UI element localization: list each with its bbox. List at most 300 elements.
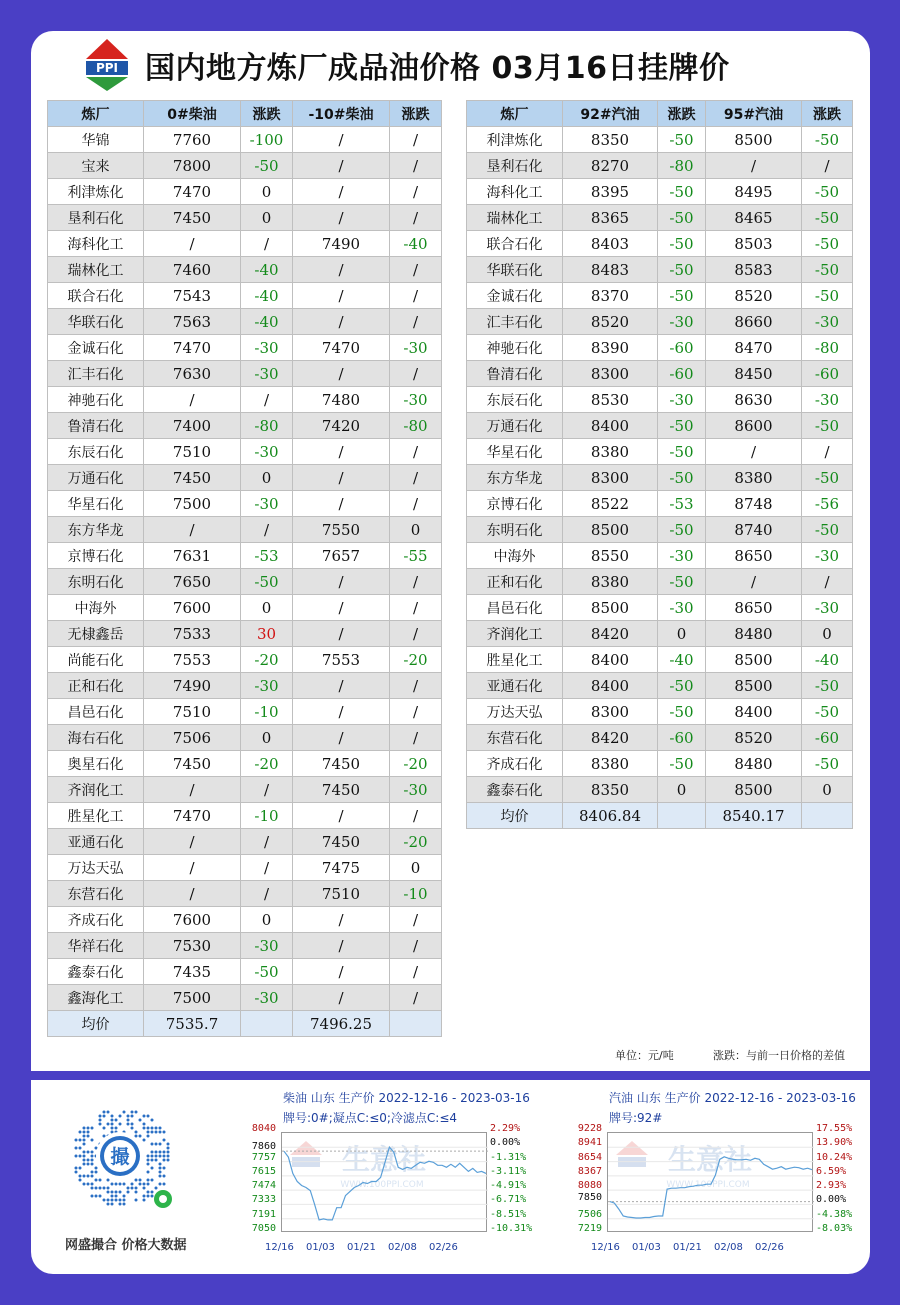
diesel-table-row (48, 205, 442, 231)
x-axis-tick-label: 02/08 (388, 1242, 417, 1253)
price-change: / (390, 725, 442, 751)
diesel-table-row (48, 491, 442, 517)
price-change: 0 (241, 907, 293, 933)
refinery-name: 利津炼化 (467, 127, 563, 153)
price-value: 8483 (563, 257, 658, 283)
watermark-url: WWW.100PPI.COM (340, 1180, 424, 1190)
y-axis-tick-label-right: -8.03% (816, 1223, 853, 1234)
price-value: 7553 (293, 647, 390, 673)
x-axis-tick-label: 01/21 (673, 1242, 702, 1253)
price-change: -80 (241, 413, 293, 439)
price-change: -53 (241, 543, 293, 569)
price-value: 8470 (706, 335, 802, 361)
watermark-icon (290, 1141, 426, 1190)
average-value: 8540.17 (706, 803, 802, 829)
diesel-table-row (48, 309, 442, 335)
diesel-table-row (48, 179, 442, 205)
price-change: / (390, 907, 442, 933)
diesel-table-row (48, 387, 442, 413)
price-value: 8500 (706, 647, 802, 673)
price-change: -30 (802, 387, 853, 413)
y-axis-tick-label-right: -4.38% (816, 1208, 853, 1220)
refinery-name: 海科化工 (467, 179, 563, 205)
price-change: / (390, 283, 442, 309)
gasoline-header-cell: 涨跌 (802, 101, 853, 127)
price-change: -40 (241, 283, 293, 309)
price-value: 8450 (706, 361, 802, 387)
gasoline-table-row (467, 413, 853, 439)
price-change: -10 (241, 699, 293, 725)
x-axis-tick-label: 01/21 (347, 1242, 376, 1253)
price-value: 7470 (293, 335, 390, 361)
y-axis-tick-label: 8941 (577, 1137, 602, 1149)
refinery-name: 万达天弘 (467, 699, 563, 725)
y-axis-tick-label-right: -10.31% (490, 1223, 533, 1234)
y-axis-tick-label: 7474 (251, 1180, 276, 1192)
price-value: 7800 (144, 153, 241, 179)
price-value: 8420 (563, 725, 658, 751)
chart-title: 柴油 山东 生产价 2022-12-16 - 2023-03-16 (283, 1091, 530, 1105)
price-value: 8300 (563, 699, 658, 725)
y-axis-tick-label: 7219 (577, 1223, 602, 1234)
qr-caption: 网盛撮合 价格大数据 (65, 1238, 187, 1253)
price-change: -50 (802, 127, 853, 153)
gasoline-table-row (467, 231, 853, 257)
refinery-name: 神驰石化 (467, 335, 563, 361)
price-value: 8480 (706, 621, 802, 647)
refinery-name: 联合石化 (48, 283, 144, 309)
x-axis-tick-label: 02/26 (429, 1242, 458, 1253)
diesel-table-row (48, 621, 442, 647)
price-change: -80 (802, 335, 853, 361)
price-value: 8365 (563, 205, 658, 231)
price-value: 7530 (144, 933, 241, 959)
price-value: / (293, 361, 390, 387)
price-change: -50 (802, 673, 853, 699)
price-change: -50 (802, 465, 853, 491)
diesel-table-row (48, 855, 442, 881)
price-change: / (390, 153, 442, 179)
price-value: 8380 (563, 439, 658, 465)
average-value (390, 1011, 442, 1037)
refinery-name: 联合石化 (467, 231, 563, 257)
price-change: 0 (390, 855, 442, 881)
refinery-name: 宝来 (48, 153, 144, 179)
refinery-name: 亚通石化 (48, 829, 144, 855)
diesel-table-row (48, 543, 442, 569)
chart-subtitle: 牌号:92# (609, 1111, 663, 1125)
gasoline-header-cell: 炼厂 (467, 101, 563, 127)
price-change: -40 (802, 647, 853, 673)
gasoline-table-row (467, 283, 853, 309)
price-change: -50 (658, 751, 706, 777)
price-change: / (241, 855, 293, 881)
refinery-name: 齐成石化 (48, 907, 144, 933)
gasoline-table-row (467, 387, 853, 413)
price-change: -50 (802, 413, 853, 439)
refinery-name: 正和石化 (48, 673, 144, 699)
refinery-name: 东营石化 (48, 881, 144, 907)
refinery-name: 汇丰石化 (467, 309, 563, 335)
average-label: 均价 (48, 1011, 144, 1037)
price-value: 7490 (293, 231, 390, 257)
diesel-table-row (48, 829, 442, 855)
price-value: 8495 (706, 179, 802, 205)
price-value: 7510 (144, 699, 241, 725)
price-value: 8600 (706, 413, 802, 439)
refinery-name: 亚通石化 (467, 673, 563, 699)
price-change: / (390, 699, 442, 725)
price-value: 7543 (144, 283, 241, 309)
price-value: / (293, 907, 390, 933)
average-value (241, 1011, 293, 1037)
price-value: 7460 (144, 257, 241, 283)
refinery-name: 万通石化 (48, 465, 144, 491)
price-value: / (293, 933, 390, 959)
price-value: 7480 (293, 387, 390, 413)
refinery-name: 万通石化 (467, 413, 563, 439)
price-change: / (241, 231, 293, 257)
price-change: -30 (241, 491, 293, 517)
chart-plot-area (281, 1132, 487, 1232)
refinery-name: 汇丰石化 (48, 361, 144, 387)
price-change: -50 (802, 517, 853, 543)
refinery-name: 京博石化 (467, 491, 563, 517)
y-axis-tick-label-right: -1.31% (490, 1151, 527, 1163)
price-value: 7420 (293, 413, 390, 439)
price-value: / (293, 803, 390, 829)
gasoline-table-row (467, 205, 853, 231)
price-change: 0 (241, 465, 293, 491)
price-change: 0 (802, 621, 853, 647)
price-value: 8465 (706, 205, 802, 231)
refinery-name: 无棣鑫岳 (48, 621, 144, 647)
price-value: / (706, 569, 802, 595)
price-value: 7470 (144, 803, 241, 829)
gasoline-table-row (467, 309, 853, 335)
price-value: 8300 (563, 465, 658, 491)
page-header (31, 31, 870, 97)
chart-panel (31, 1080, 870, 1274)
gasoline-table-row (467, 335, 853, 361)
price-change: -30 (241, 361, 293, 387)
price-change: -50 (658, 179, 706, 205)
change-note: 涨跌：与前一日价格的差值 (713, 1049, 845, 1062)
price-value: / (293, 153, 390, 179)
price-change: / (390, 673, 442, 699)
refinery-name: 胜星化工 (48, 803, 144, 829)
price-change: -50 (241, 153, 293, 179)
price-value: 8520 (706, 283, 802, 309)
price-change: / (390, 959, 442, 985)
price-value: / (293, 621, 390, 647)
price-change: / (390, 465, 442, 491)
diesel-table-row (48, 335, 442, 361)
price-change: -20 (390, 647, 442, 673)
gasoline-table-row (467, 673, 853, 699)
price-change: / (390, 491, 442, 517)
price-value: 7760 (144, 127, 241, 153)
average-value: 7496.25 (293, 1011, 390, 1037)
price-value: 8480 (706, 751, 802, 777)
price-change: -50 (658, 257, 706, 283)
refinery-name: 垦利石化 (48, 205, 144, 231)
price-change: -40 (241, 257, 293, 283)
refinery-name: 东辰石化 (467, 387, 563, 413)
price-change: -10 (390, 881, 442, 907)
diesel-table-row (48, 413, 442, 439)
gasoline-average-row (467, 803, 853, 829)
y-axis-tick-label-right: 2.93% (816, 1180, 847, 1192)
refinery-name: 胜星化工 (467, 647, 563, 673)
price-value: / (706, 153, 802, 179)
price-value: / (293, 725, 390, 751)
refinery-name: 鑫海化工 (48, 985, 144, 1011)
price-value: 8630 (706, 387, 802, 413)
page-title: 国内地方炼厂成品油价格 03月16日挂牌价 (145, 51, 730, 86)
diesel-table-row (48, 127, 442, 153)
price-change: -30 (802, 309, 853, 335)
refinery-name: 垦利石化 (467, 153, 563, 179)
gasoline-table-row (467, 595, 853, 621)
gasoline-header-cell: 92#汽油 (563, 101, 658, 127)
y-axis-tick-label-right: -4.91% (490, 1180, 527, 1192)
price-value: 8400 (563, 413, 658, 439)
price-change: / (390, 803, 442, 829)
gasoline-table-row (467, 699, 853, 725)
price-value: / (293, 491, 390, 517)
qr-code-icon[interactable] (66, 1102, 174, 1210)
y-axis-tick-label: 8367 (577, 1165, 602, 1177)
price-change: -30 (241, 673, 293, 699)
price-change: -50 (802, 751, 853, 777)
price-change: -40 (390, 231, 442, 257)
price-value: 8660 (706, 309, 802, 335)
price-change: -50 (658, 231, 706, 257)
y-axis-tick-label-right: 13.90% (816, 1137, 853, 1149)
price-change: 0 (241, 595, 293, 621)
price-value: / (293, 959, 390, 985)
price-change: -30 (241, 439, 293, 465)
watermark-icon (616, 1141, 752, 1190)
diesel-header-cell: 0#柴油 (144, 101, 241, 127)
gasoline-table-row (467, 725, 853, 751)
price-change: -20 (390, 751, 442, 777)
price-value: 7500 (144, 985, 241, 1011)
average-value: 7535.7 (144, 1011, 241, 1037)
price-change: -30 (390, 335, 442, 361)
price-change: 0 (390, 517, 442, 543)
price-value: 7553 (144, 647, 241, 673)
price-change: 30 (241, 621, 293, 647)
diesel-table-row (48, 257, 442, 283)
diesel-table-row (48, 153, 442, 179)
price-change: -50 (658, 413, 706, 439)
gasoline-table-row (467, 127, 853, 153)
price-change: / (390, 933, 442, 959)
price-change: / (241, 829, 293, 855)
price-value: / (144, 387, 241, 413)
price-value: 7533 (144, 621, 241, 647)
price-value: 7475 (293, 855, 390, 881)
price-value: 7600 (144, 595, 241, 621)
price-value: 8500 (706, 777, 802, 803)
y-axis-tick-label: 7615 (251, 1165, 276, 1177)
price-value: 7600 (144, 907, 241, 933)
price-change: 0 (802, 777, 853, 803)
price-change: -60 (658, 335, 706, 361)
chart-svg (282, 1133, 488, 1233)
price-value: / (144, 231, 241, 257)
y-axis-tick-label: 7506 (577, 1208, 602, 1220)
price-change: -50 (658, 127, 706, 153)
price-change: -53 (658, 491, 706, 517)
price-change: -80 (658, 153, 706, 179)
price-value: 7450 (293, 751, 390, 777)
diesel-header-cell: 涨跌 (390, 101, 442, 127)
x-axis-tick-label: 01/03 (306, 1242, 335, 1253)
gasoline-table-row (467, 153, 853, 179)
refinery-name: 昌邑石化 (48, 699, 144, 725)
price-change: -50 (658, 699, 706, 725)
diesel-table-row (48, 569, 442, 595)
price-value: 8500 (706, 127, 802, 153)
price-value: 8400 (563, 647, 658, 673)
refinery-name: 东营石化 (467, 725, 563, 751)
price-value: / (293, 699, 390, 725)
average-label: 均价 (467, 803, 563, 829)
y-axis-tick-label: 7191 (251, 1208, 276, 1220)
price-value: 8390 (563, 335, 658, 361)
price-value: / (293, 257, 390, 283)
price-value: 7550 (293, 517, 390, 543)
price-change: / (390, 595, 442, 621)
price-value: / (293, 205, 390, 231)
diesel-table-row (48, 803, 442, 829)
refinery-name: 华联石化 (48, 309, 144, 335)
price-change: / (241, 881, 293, 907)
price-change: -30 (241, 985, 293, 1011)
refinery-name: 东辰石化 (48, 439, 144, 465)
refinery-name: 东方华龙 (467, 465, 563, 491)
refinery-name: 鑫泰石化 (467, 777, 563, 803)
diesel-table-row (48, 231, 442, 257)
price-value: 8300 (563, 361, 658, 387)
price-value: 7630 (144, 361, 241, 387)
diesel-table-row (48, 595, 442, 621)
price-change: -30 (658, 309, 706, 335)
price-change: -56 (802, 491, 853, 517)
watermark-text: 生意社 (668, 1143, 753, 1176)
price-change: -30 (390, 777, 442, 803)
price-change: -50 (658, 517, 706, 543)
price-value: 7657 (293, 543, 390, 569)
price-change: / (802, 569, 853, 595)
ppi-logo-icon (84, 37, 130, 93)
x-axis-tick-label: 12/16 (591, 1242, 620, 1253)
price-value: / (144, 881, 241, 907)
refinery-name: 华联石化 (467, 257, 563, 283)
price-change: -30 (658, 595, 706, 621)
price-value: 8650 (706, 595, 802, 621)
chart-plot-area (607, 1132, 813, 1232)
price-change: -50 (802, 231, 853, 257)
price-change: / (390, 361, 442, 387)
gasoline-table-row (467, 517, 853, 543)
price-value: / (293, 673, 390, 699)
watermark-text: 生意社 (342, 1143, 427, 1176)
price-value: 7563 (144, 309, 241, 335)
price-value: 7470 (144, 335, 241, 361)
x-axis-tick-label: 02/08 (714, 1242, 743, 1253)
refinery-name: 华锦 (48, 127, 144, 153)
price-change: -50 (658, 465, 706, 491)
refinery-name: 万达天弘 (48, 855, 144, 881)
price-change: -50 (241, 959, 293, 985)
diesel-table-row (48, 439, 442, 465)
y-axis-tick-label-right: 17.55% (816, 1123, 853, 1134)
price-value: 8270 (563, 153, 658, 179)
price-value: 7650 (144, 569, 241, 595)
refinery-name: 利津炼化 (48, 179, 144, 205)
price-value: / (293, 127, 390, 153)
price-value: 7500 (144, 491, 241, 517)
refinery-name: 海右石化 (48, 725, 144, 751)
gasoline-table-row (467, 465, 853, 491)
diesel-table-row (48, 725, 442, 751)
price-value: 7450 (144, 205, 241, 231)
x-axis-tick-label: 01/03 (632, 1242, 661, 1253)
refinery-name: 鑫泰石化 (48, 959, 144, 985)
gasoline-table-row (467, 569, 853, 595)
price-value: 8403 (563, 231, 658, 257)
y-axis-tick-label: 7050 (251, 1223, 276, 1234)
price-value: 8520 (706, 725, 802, 751)
price-change: 0 (658, 777, 706, 803)
price-change: -50 (658, 569, 706, 595)
y-axis-tick-label: 8080 (577, 1180, 602, 1192)
price-value: 8530 (563, 387, 658, 413)
price-value: 7400 (144, 413, 241, 439)
diesel-table-row (48, 777, 442, 803)
price-value: 8583 (706, 257, 802, 283)
price-change: / (390, 179, 442, 205)
price-value: / (706, 439, 802, 465)
price-value: 7450 (144, 751, 241, 777)
y-axis-tick-label: 8040 (251, 1123, 276, 1134)
gasoline-header-cell: 95#汽油 (706, 101, 802, 127)
y-axis-tick-label: 8654 (577, 1151, 602, 1163)
gasoline-header-cell: 涨跌 (658, 101, 706, 127)
logo-text: PPI (95, 61, 119, 75)
price-value: 7631 (144, 543, 241, 569)
x-axis-tick-label: 12/16 (265, 1242, 294, 1253)
y-axis-tick-label-right: 0.00% (490, 1137, 521, 1149)
price-value: / (144, 829, 241, 855)
price-change: -20 (390, 829, 442, 855)
price-value: 8500 (706, 673, 802, 699)
price-value: 8650 (706, 543, 802, 569)
price-value: 7510 (144, 439, 241, 465)
price-change: -50 (658, 439, 706, 465)
price-value: / (293, 179, 390, 205)
diesel-table-row (48, 673, 442, 699)
price-change: / (390, 205, 442, 231)
price-value: / (293, 439, 390, 465)
diesel-header-cell: 炼厂 (48, 101, 144, 127)
price-change: -50 (658, 283, 706, 309)
price-value: / (293, 985, 390, 1011)
